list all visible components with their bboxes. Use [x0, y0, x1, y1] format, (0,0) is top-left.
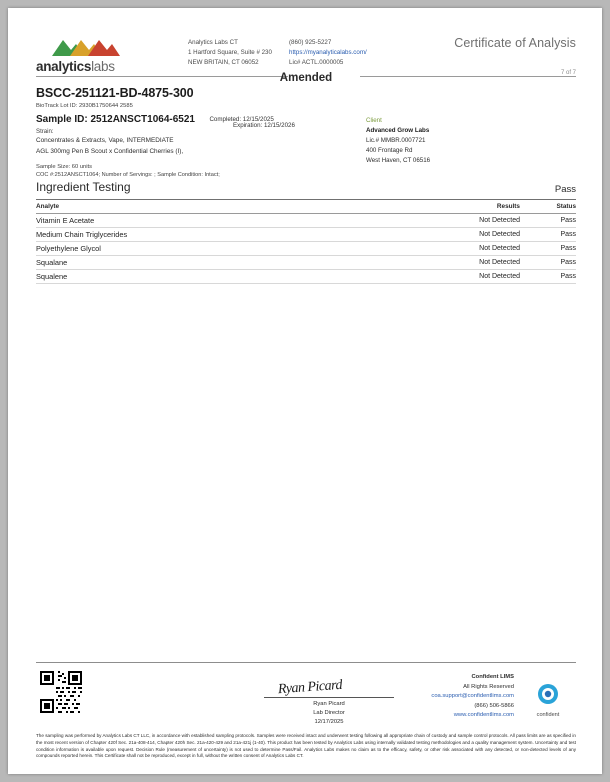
cell-status: Pass [520, 214, 576, 228]
logo-wordmark-bold: analytics [36, 59, 92, 74]
client-address-line2: West Haven, CT 06516 [366, 157, 431, 165]
product-description: AGL 300mg Pen B Scout x Confidential Cherries (I), [36, 147, 184, 155]
client-info-block [366, 116, 430, 166]
client-license: Lic.# MMBR.0007721 [366, 137, 426, 145]
table-header-row [36, 200, 576, 214]
page-title: Certificate of Analysis [454, 36, 576, 50]
page-content [36, 30, 576, 284]
biotrack-lot-id: BioTrack Lot ID: 2930B1750644 2585 [36, 103, 133, 109]
lims-phone: (866) 506-5866 [474, 702, 514, 709]
chain-of-custody-info: COC #:2512ANSCT1064; Number of Servings: ; Sample Condition: Intact; [36, 172, 220, 179]
completed-date: Completed: 12/15/2025 [209, 115, 274, 123]
qr-code-icon[interactable] [40, 671, 82, 713]
footer-main [36, 671, 576, 729]
cell-status: Pass [520, 228, 576, 242]
signature-block [264, 671, 394, 726]
signer-name: Ryan Picard [313, 701, 345, 708]
signer-date: 12/17/2025 [314, 718, 344, 725]
coa-page [8, 8, 602, 774]
cell-result: Not Detected [400, 228, 520, 242]
lims-name: Confident LIMS [471, 674, 514, 681]
lims-rights: All Rights Reserved [463, 683, 514, 690]
signature-script: Ryan Picard [277, 678, 343, 698]
lims-info-block [431, 673, 514, 720]
strain-label: Strain: [36, 128, 54, 135]
lab-address-line2: NEW BRITAIN, CT 06052 [188, 59, 259, 67]
column-header-status: Status [520, 200, 576, 214]
section-title: Ingredient Testing [36, 180, 131, 194]
lab-phone: (860) 925-5227 [289, 39, 332, 46]
table-row [36, 256, 576, 270]
table-row [36, 242, 576, 256]
lab-website-link[interactable]: https://myanalyticalabs.com/ [289, 49, 367, 57]
footer-divider [36, 662, 576, 663]
client-label: Client [366, 117, 382, 124]
cell-analyte: Vitamin E Acetate [36, 214, 400, 228]
table-row [36, 214, 576, 228]
cell-result: Not Detected [400, 256, 520, 270]
lims-website-link[interactable]: www.confidentlims.com [453, 711, 514, 718]
table-row [36, 228, 576, 242]
ingredient-testing-header [36, 178, 576, 200]
lab-contact-block [289, 38, 367, 68]
column-header-analyte: Analyte [36, 200, 400, 214]
cell-status: Pass [520, 242, 576, 256]
lab-name: Analytics Labs CT [188, 39, 238, 46]
table-header [36, 200, 576, 214]
cell-status: Pass [520, 256, 576, 270]
cell-status: Pass [520, 270, 576, 284]
ingredient-results-table [36, 200, 576, 284]
document-header [36, 30, 576, 82]
product-category: Concentrates & Extracts, Vape, INTERMEDIATE [36, 137, 174, 144]
section-status-badge: Pass [554, 184, 576, 195]
amended-label: Amended [279, 72, 333, 84]
cell-result: Not Detected [400, 214, 520, 228]
expiration-date: Expiration: 12/15/2026 [233, 122, 295, 129]
lab-address-line1: 1 Hartford Square, Suite # 230 [188, 49, 272, 57]
cell-analyte: Polyethylene Glycol [36, 242, 400, 256]
lab-license: Lic# ACTL.0000005 [289, 59, 344, 67]
cell-analyte: Squalene [36, 270, 400, 284]
confident-logo [520, 683, 576, 718]
document-footer [36, 662, 576, 760]
sample-info-section [36, 86, 576, 179]
signer-title: Lab Director [313, 710, 345, 717]
lab-address-block [188, 38, 272, 68]
mountain-logo-icon [50, 36, 136, 58]
cell-result: Not Detected [400, 270, 520, 284]
sample-id: Sample ID: 2512ANSCT1064-6521 [36, 114, 195, 125]
sample-name: BSCC-251121-BD-4875-300 [36, 86, 194, 100]
confident-badge-icon [537, 683, 559, 705]
cell-analyte: Medium Chain Triglycerides [36, 228, 400, 242]
confident-label: confident [536, 712, 560, 719]
client-address-line1: 400 Frontage Rd [366, 147, 413, 155]
signature-line [264, 671, 394, 698]
table-row [36, 270, 576, 284]
cell-analyte: Squalane [36, 256, 400, 270]
table-body [36, 214, 576, 284]
page-number: 7 of 7 [560, 70, 576, 76]
lims-email-link[interactable]: coa.support@confidentlims.com [431, 693, 514, 700]
cell-result: Not Detected [400, 242, 520, 256]
amended-banner [36, 68, 576, 86]
logo-wordmark-light: labs [91, 59, 115, 74]
sample-size: Sample Size: 60 units [36, 164, 93, 171]
column-header-results: Results [400, 200, 520, 214]
client-name: Advanced Grow Labs [366, 127, 430, 135]
legal-disclaimer: The sampling was performed by Analytics Labs CT LLC, in accordance with established sampling protocols. Samples were received intact and underwent testing following all appropriate chain of custody and sample control protocols. All pass limits are as specified in the most recent version of Chapter 420f Sec. 21a-408-414, Chapter 420h Sec. 21a-420-429 and 21a-421j (1-40). This product has been tested by Analytics Labs using internally validated testing methodologies and a quality management system. Uncertainty and test condition information is available upon request. Decision Rule (measurement of uncertainty) is not used to determine Pass/Fail. Analytics Labs makes no claim as to the efficacy, safety, or other risk associated with any detected, or non-detected levels of any compounds reported herein. This Certificate shall not be reproduced, except in full, without the written consent of Analytics Labs CT. [36, 733, 576, 759]
